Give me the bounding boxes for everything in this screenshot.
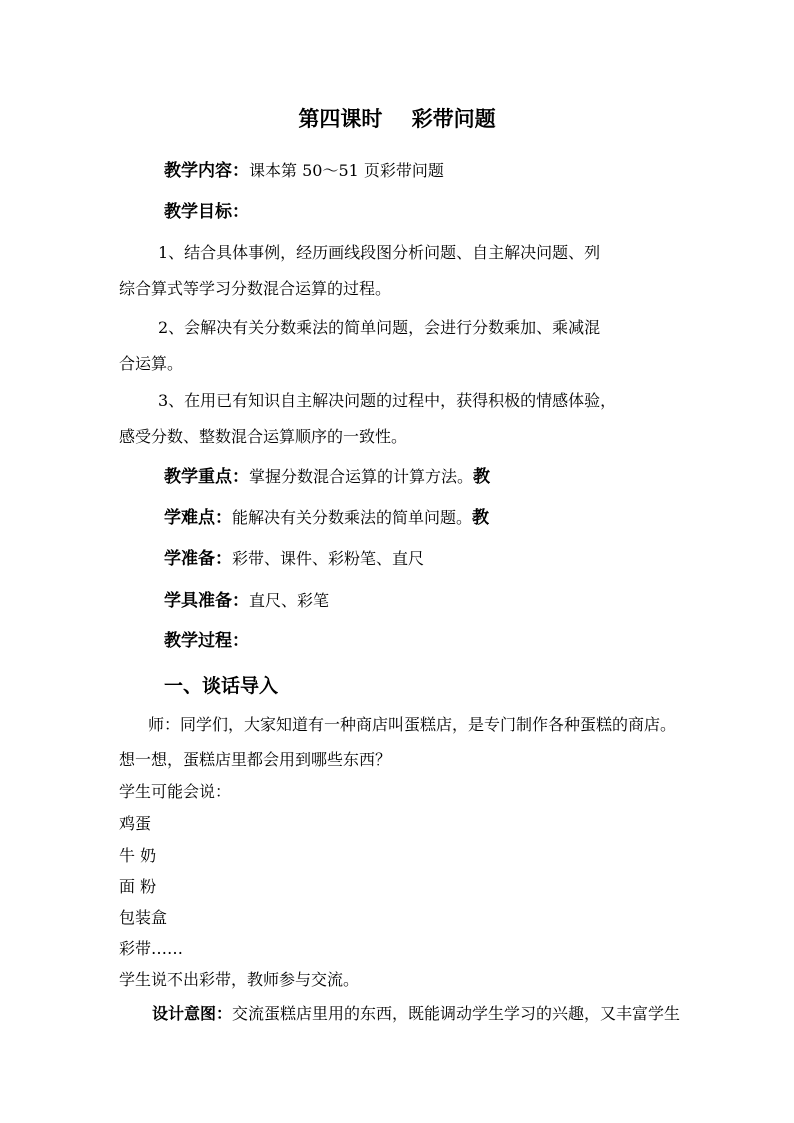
content-text: 课本第 50～51 页彩带问题: [249, 161, 444, 180]
objective-2-line-1: 2、会解决有关分数乘法的简单问题，会进行分数乘加、乘减混: [158, 318, 601, 337]
tools-line: [164, 591, 329, 611]
content-line: [164, 161, 444, 181]
answer-item: 彩带……: [119, 939, 184, 958]
difficulty-label: 学难点：: [164, 508, 232, 528]
answer-item: 牛 奶: [119, 846, 157, 865]
difficulty-line: [164, 508, 489, 528]
prep-text: 彩带、课件、彩粉笔、直尺: [232, 549, 425, 568]
teacher-line-1: 师：同学们，大家知道有一种商店叫蛋糕店，是专门制作各种蛋糕的商店。: [148, 715, 677, 734]
answer-item: 包装盒: [119, 908, 168, 927]
tools-text: 直尺、彩笔: [249, 591, 330, 610]
objectives-label: 教学目标：: [164, 202, 249, 222]
objective-3-line-2: 感受分数、整数混合运算顺序的一致性。: [119, 427, 408, 446]
objective-1-line-2: 综合算式等学习分数混合运算的过程。: [119, 279, 392, 298]
objectives-line: [164, 202, 249, 222]
prep-label: 学准备：: [164, 549, 232, 569]
process-label: 教学过程：: [164, 631, 249, 651]
key-point-trail: 教: [473, 467, 491, 487]
prep-line: [164, 549, 424, 569]
difficulty-text: 能解决有关分数乘法的简单问题。: [232, 508, 473, 527]
key-point-label: 教学重点：: [164, 467, 249, 487]
difficulty-trail: 教: [472, 508, 490, 528]
tools-label: 学具准备：: [164, 591, 249, 611]
objective-2-line-2: 合运算。: [119, 354, 184, 373]
answer-item: 面 粉: [119, 877, 157, 896]
students-say-line: 学生可能会说：: [119, 782, 232, 801]
teacher-note-line: 学生说不出彩带，教师参与交流。: [119, 970, 360, 989]
design-intent-label: 设计意图：: [152, 1004, 233, 1023]
objective-3-line-1: 3、在用已有知识自主解决问题的过程中，获得积极的情感体验，: [158, 391, 617, 410]
teacher-line-2: 想一想，蛋糕店里都会用到哪些东西？: [119, 750, 392, 769]
design-intent-text: 交流蛋糕店里用的东西，既能调动学生学习的兴趣，又丰富学生: [232, 1004, 681, 1023]
objective-1-line-1: 1、结合具体事例，经历画线段图分析问题、自主解决问题、列: [158, 243, 601, 262]
content-label: 教学内容：: [164, 161, 249, 181]
design-intent-line: [152, 1004, 680, 1024]
key-point-line: [164, 467, 490, 487]
section-1-heading: 一、谈话导入: [164, 675, 279, 697]
key-point-text: 掌握分数混合运算的计算方法。: [249, 467, 474, 486]
answer-item: 鸡蛋: [119, 814, 152, 833]
process-line: [164, 631, 249, 651]
page-title: 第四课时 彩带问题: [298, 107, 496, 131]
